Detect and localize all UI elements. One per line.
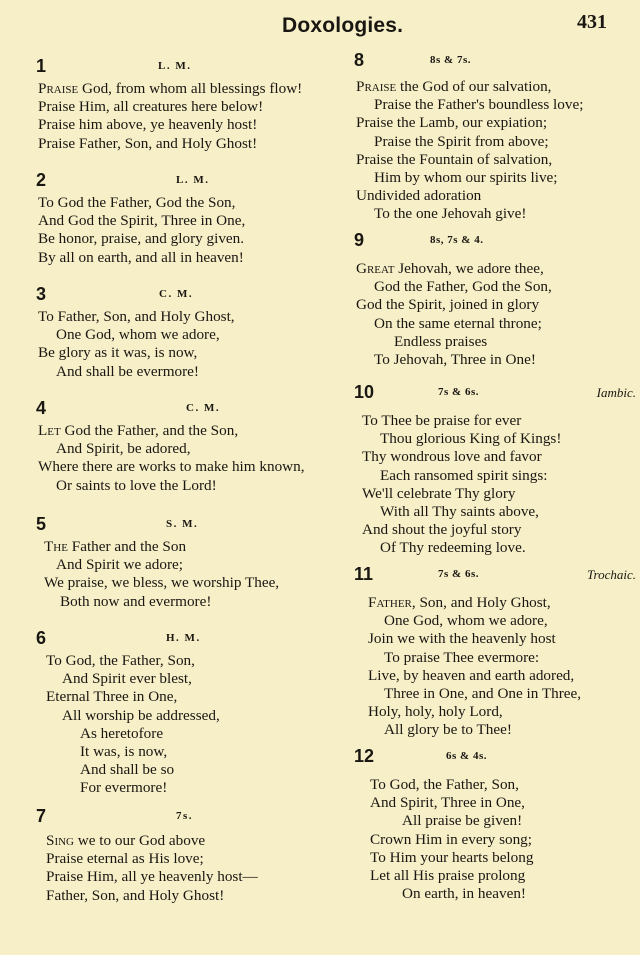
verse-line: Let God the Father, and the Son, bbox=[38, 422, 239, 439]
verse-line: And God the Spirit, Three in One, bbox=[38, 212, 246, 230]
verse-line: Be glory as it was, is now, bbox=[38, 344, 198, 362]
doxology-6 bbox=[38, 628, 333, 798]
verse-line: Join we with the heavenly host bbox=[368, 630, 556, 648]
hymn-header bbox=[354, 564, 636, 586]
verse-line: To God, the Father, Son, bbox=[46, 652, 195, 669]
hymn-meter: L. M. bbox=[176, 174, 210, 186]
hymn-number: 12 bbox=[354, 746, 375, 766]
doxology-3 bbox=[38, 284, 333, 381]
verse-line: On the same eternal throne; bbox=[374, 314, 542, 332]
hymn-header bbox=[356, 230, 626, 252]
verse-line: Live, by heaven and earth adored, bbox=[368, 666, 575, 684]
verse-line: To Jehovah, Three in One! bbox=[374, 351, 536, 369]
verse-line: Endless praises bbox=[394, 332, 488, 350]
hymn-header bbox=[38, 284, 333, 306]
page-title: Doxologies. bbox=[282, 14, 404, 37]
verse-line: And Spirit, be adored, bbox=[56, 440, 191, 458]
doxology-8 bbox=[356, 50, 626, 224]
verse-line: Praise Him, all ye heavenly host— bbox=[46, 868, 258, 886]
verse-line: Undivided adoration bbox=[356, 187, 482, 205]
verse-line: Thy wondrous love and favor bbox=[362, 448, 542, 466]
verse-line: To God the Father, God the Son, bbox=[38, 194, 236, 211]
doxology-2 bbox=[38, 170, 333, 267]
verse-line: Be honor, praise, and glory given. bbox=[38, 230, 245, 248]
hymn-meter: H. M. bbox=[166, 632, 201, 644]
verse-line: All praise be given! bbox=[402, 812, 523, 830]
hymn-meter: L. M. bbox=[158, 60, 192, 72]
verse-line: Three in One, and One in Three, bbox=[384, 685, 582, 703]
hymn-meter: 8s & 7s. bbox=[430, 54, 471, 66]
hymn-header bbox=[38, 170, 333, 192]
verse-line: Let all His praise prolong bbox=[370, 867, 526, 885]
hymn-style: Trochaic. bbox=[587, 567, 636, 582]
verse-line: And Spirit, Three in One, bbox=[370, 794, 525, 812]
verse-line: The Father and the Son bbox=[44, 538, 187, 555]
verse-line: Holy, holy, holy Lord, bbox=[368, 703, 503, 721]
hymn-meter: 8s, 7s & 4. bbox=[430, 234, 484, 246]
hymn-number: 10 bbox=[354, 382, 375, 402]
verse-line: Father, Son, and Holy Ghost! bbox=[46, 886, 225, 904]
hymn-meter: 6s & 4s. bbox=[446, 750, 487, 762]
hymn-meter: 7s. bbox=[176, 810, 194, 822]
verse-line: As heretofore bbox=[80, 724, 164, 742]
doxology-5 bbox=[38, 514, 333, 611]
doxology-12 bbox=[356, 746, 626, 903]
hymn-number: 11 bbox=[354, 564, 374, 584]
verse-line: On earth, in heaven! bbox=[402, 885, 526, 903]
verse-line: Praise the Lamb, our expiation; bbox=[356, 114, 548, 132]
verse-line: Praise God, from whom all blessings flow! bbox=[38, 80, 303, 97]
verse-line: Crown Him in every song; bbox=[370, 830, 532, 848]
verse-line: Thou glorious King of Kings! bbox=[380, 430, 562, 448]
verse-line: Where there are works to make him known, bbox=[38, 458, 305, 476]
verse-line: One God, whom we adore, bbox=[56, 326, 220, 344]
verse-line: Praise the Father's boundless love; bbox=[374, 96, 584, 114]
verse-line: Him by whom our spirits live; bbox=[374, 169, 558, 187]
verse-line: Father, Son, and Holy Ghost, bbox=[368, 594, 551, 611]
hymn-number: 4 bbox=[36, 398, 47, 418]
verse-line: Of Thy redeeming love. bbox=[380, 539, 526, 557]
doxology-10 bbox=[354, 382, 636, 558]
hymn-meter: 7s & 6s. bbox=[438, 568, 479, 580]
verse-line: With all Thy saints above, bbox=[380, 503, 539, 521]
hymn-number: 7 bbox=[36, 806, 47, 826]
verse-line: Praise the Fountain of salvation, bbox=[356, 150, 553, 168]
hymn-header bbox=[38, 806, 333, 828]
verse-line: It was, is now, bbox=[80, 743, 168, 761]
hymn-header bbox=[354, 382, 636, 404]
hymn-number: 8 bbox=[354, 50, 365, 70]
verse-line: For evermore! bbox=[80, 779, 168, 797]
verse-line: God the Spirit, joined in glory bbox=[356, 296, 540, 314]
verse-line: Praise the Spirit from above; bbox=[374, 132, 549, 150]
verse-line: To Him your hearts belong bbox=[370, 848, 534, 866]
verse-line: Great Jehovah, we adore thee, bbox=[356, 260, 544, 277]
doxology-9 bbox=[356, 230, 626, 369]
verse-line: To God, the Father, Son, bbox=[370, 776, 519, 793]
doxology-4 bbox=[38, 398, 333, 495]
verse-line: We praise, we bless, we worship Thee, bbox=[44, 574, 280, 592]
verse-line: And Spirit ever blest, bbox=[62, 670, 192, 688]
hymn-number: 2 bbox=[36, 170, 47, 190]
verse-line: Each ransomed spirit sings: bbox=[380, 466, 548, 484]
verse-line: Eternal Three in One, bbox=[46, 688, 178, 706]
verse-line: To the one Jehovah give! bbox=[374, 205, 527, 223]
verse-line: All glory be to Thee! bbox=[384, 721, 512, 739]
hymn-number: 5 bbox=[36, 514, 47, 534]
verse-line: Both now and evermore! bbox=[60, 592, 212, 610]
page-number: 431 bbox=[577, 11, 607, 33]
doxology-7 bbox=[38, 806, 333, 905]
hymn-header bbox=[38, 56, 333, 78]
hymn-number: 6 bbox=[36, 628, 47, 648]
hymn-header bbox=[356, 50, 626, 72]
doxology-1 bbox=[38, 56, 333, 153]
verse-line: One God, whom we adore, bbox=[384, 612, 548, 630]
hymn-header bbox=[38, 398, 333, 420]
verse-line: Praise Father, Son, and Holy Ghost! bbox=[38, 134, 258, 152]
verse-line: And shall be so bbox=[80, 761, 175, 779]
verse-line: Or saints to love the Lord! bbox=[56, 476, 217, 494]
verse-line: Praise Him, all creatures here below! bbox=[38, 98, 264, 116]
verse-line: Praise eternal as His love; bbox=[46, 850, 204, 868]
verse-line: And shall be evermore! bbox=[56, 362, 199, 380]
hymn-meter: C. M. bbox=[186, 402, 221, 414]
verse-line: And shout the joyful story bbox=[362, 521, 522, 539]
hymn-number: 1 bbox=[36, 56, 47, 76]
hymn-header bbox=[38, 514, 333, 536]
verse-line: To praise Thee evermore: bbox=[384, 648, 540, 666]
verse-line: Praise him above, ye heavenly host! bbox=[38, 116, 258, 134]
verse-line: Praise the God of our salvation, bbox=[356, 78, 552, 95]
verse-line: To Thee be praise for ever bbox=[362, 412, 522, 429]
verse-line: To Father, Son, and Holy Ghost, bbox=[38, 308, 235, 325]
verse-line: We'll celebrate Thy glory bbox=[362, 484, 516, 502]
hymn-style: Iambic. bbox=[596, 385, 636, 400]
hymn-meter: S. M. bbox=[166, 518, 199, 530]
hymn-meter: C. M. bbox=[159, 288, 194, 300]
hymn-meter: 7s & 6s. bbox=[438, 386, 479, 398]
doxology-11 bbox=[354, 564, 636, 740]
verse-line: All worship be addressed, bbox=[62, 706, 220, 724]
hymn-number: 9 bbox=[354, 230, 365, 250]
verse-line: And Spirit we adore; bbox=[56, 556, 183, 574]
hymn-header bbox=[38, 628, 333, 650]
hymn-header bbox=[356, 746, 626, 768]
verse-line: God the Father, God the Son, bbox=[374, 278, 552, 296]
verse-line: By all on earth, and all in heaven! bbox=[38, 248, 244, 266]
verse-line: Sing we to our God above bbox=[46, 832, 206, 849]
hymn-number: 3 bbox=[36, 284, 47, 304]
